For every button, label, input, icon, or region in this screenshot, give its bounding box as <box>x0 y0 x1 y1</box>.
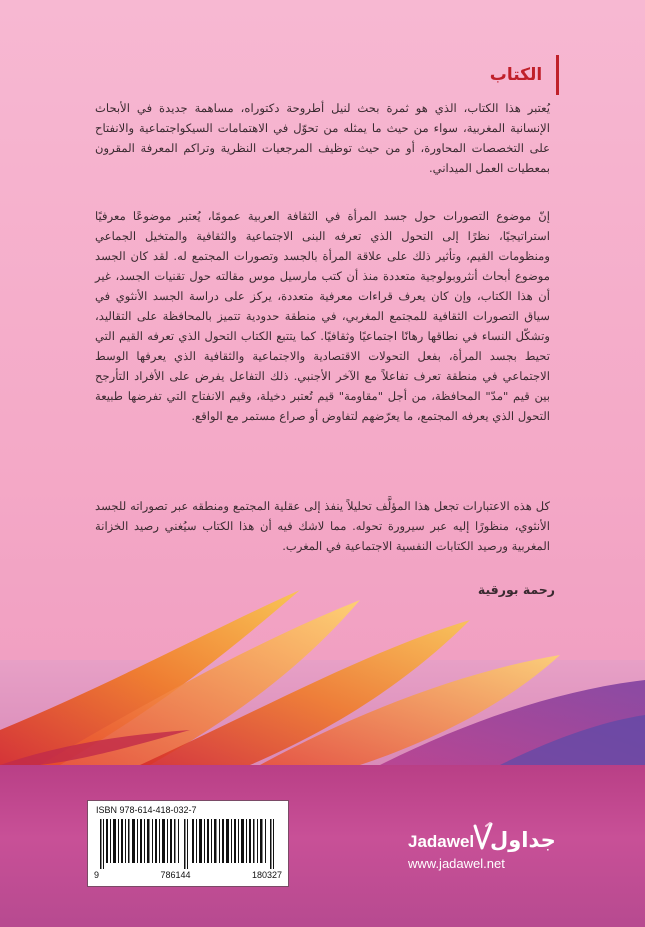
barcode-bars <box>98 819 278 869</box>
barcode-digit-group: 9 <box>94 870 100 880</box>
barcode-digit-group: 180327 <box>251 870 282 880</box>
paragraph-text: كل هذه الاعتبارات تجعل هذا المؤلَّف تحليلاً ينفذ إلى عقلية المجتمع ومنطقه عبر تصوراته للجسد الأنثوي، منظورًا إليه عبر سيرورة تحوله. مما لاشك فيه أن هذا الكتاب سيُغني رصيد الخزانة المغربية ورصيد الكتابات النفسية الاجتماعية في المغرب. <box>95 499 550 553</box>
publisher-name-arabic: جداول <box>490 828 556 852</box>
publisher-name-latin: Jadawel <box>408 832 475 851</box>
publisher-logo <box>398 816 573 876</box>
paragraph-text: يُعتبر هذا الكتاب، الذي هو ثمرة بحث لنيل أطروحة دكتوراه، مساهمة جديدة في الأبحاث الإنسانية المغربية، سواء من حيث ما يمثله من تحوّل في الاهتمامات السيكواجتماعية والانفتاح على التخصصات المحاورة، أو من حيث توظيف المرجعيات النظرية وتراكم المعرفة المقرون بمعطيات العمل الميداني. <box>95 101 550 175</box>
blurb-paragraph-1 <box>95 98 550 178</box>
publisher-url: www.jadawel.net <box>408 856 505 871</box>
blurb-paragraph-2 <box>95 206 550 426</box>
barcode-digits <box>94 870 282 880</box>
section-heading-box <box>476 55 559 95</box>
author-name: رحمة بورقية <box>477 582 555 597</box>
barcode-digit-group: 786144 <box>160 870 191 880</box>
isbn-label: ISBN 978-614-418-032-7 <box>96 805 197 815</box>
blurb-paragraph-3 <box>95 496 550 556</box>
paragraph-text: إنّ موضوع التصورات حول جسد المرأة في الثقافة العربية عمومًا، يُعتبر موضوعًا معرفيًا استراتيجيًا، نظرًا إلى التحول الذي تعرفه البنى الاجتماعية والثقافية والمتخيل الجماعي ومنظومات القيم، وتأثير ذلك على علاقة المرأة بالجسد وتصورات المجتمع له. لقد كان الجسد موضوع أبحاث أنثروبولوجية متعددة منذ أن كتب مارسيل موس مقالته حول تقنيات الجسد، غير أن هذا الكتاب، وإن كان يعرف قراءات معرفية متعددة، يركز على دراسة الجسد الأنثوي في سياق التصورات الثقافية للمجتمع المغربي، في منطقة حدودية تتميز بالمحافظة على التقاليد، وتشكّل النساء في نطاقها رهانًا اجتماعيًا وثقافيًا. كما يتتبع الكتاب التحول الذي تعرفه القيم التي تحيط بجسد المرأة، بفعل التحولات الاقتصادية والاجتماعية والثقافية الذي يعرفها الوسط الاجتماعي في منطقة تعرف تفاعلاً مع الآخر الأجنبي. ذلك التفاعل يفرض على الأفراد التأرجح بين قيم "مدّ" المحافظة، من أجل "مقاومة" قيم تُعتبر دخيلة، وقيم الانفتاح التي تفرضها طبيعة التحول الذي يعرفه المجتمع، ما يعرّضهم لتفاوض أو صراع مستمر مع الواقع. <box>95 209 550 423</box>
barcode <box>87 800 289 887</box>
section-heading: الكتاب <box>489 65 543 85</box>
